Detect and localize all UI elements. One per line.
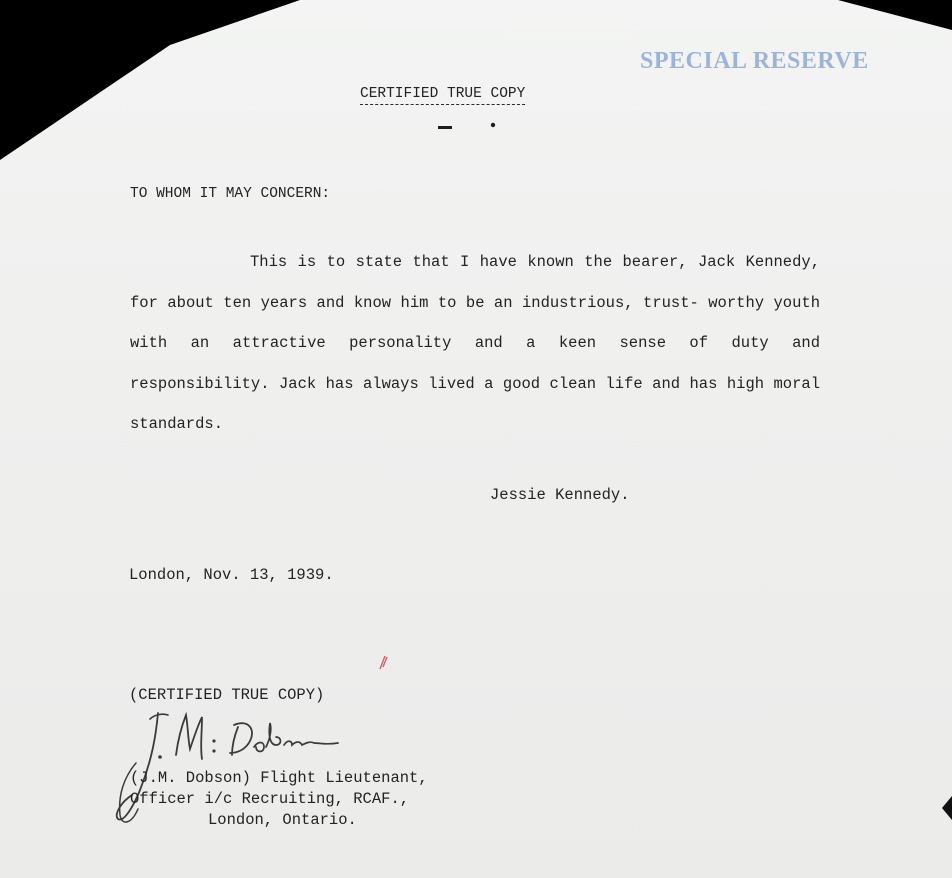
red-pen-mark (377, 652, 391, 672)
signer-name: Jessie Kennedy. (490, 486, 630, 504)
certified-true-copy-heading: CERTIFIED TRUE COPY (360, 86, 525, 105)
letter-body-text: This is to state that I have known the bearer, Jack Kennedy, for about ten years and know him to be an industrious, trust- worthy youth with an attractive personality and a keen sense of duty and responsibility. Jack has always lived a good clean life and has high moral standards. (130, 253, 820, 433)
salutation: TO WHOM IT MAY CONCERN: (130, 186, 331, 202)
signature-line-office: Officer i/c Recruiting, RCAF., (130, 790, 410, 808)
ink-marks (436, 120, 506, 136)
letter-body (130, 242, 820, 445)
page-edge-notch (938, 796, 952, 820)
certified-true-copy-note: (CERTIFIED TRUE COPY) (129, 686, 325, 704)
signature-block (130, 768, 428, 831)
signature-line-location: London, Ontario. (208, 811, 357, 829)
special-reserve-stamp: SPECIAL RESERVE (640, 48, 869, 74)
signature-line-name-rank: (J.M. Dobson) Flight Lieutenant, (130, 769, 428, 787)
place-and-date: London, Nov. 13, 1939. (129, 566, 334, 584)
